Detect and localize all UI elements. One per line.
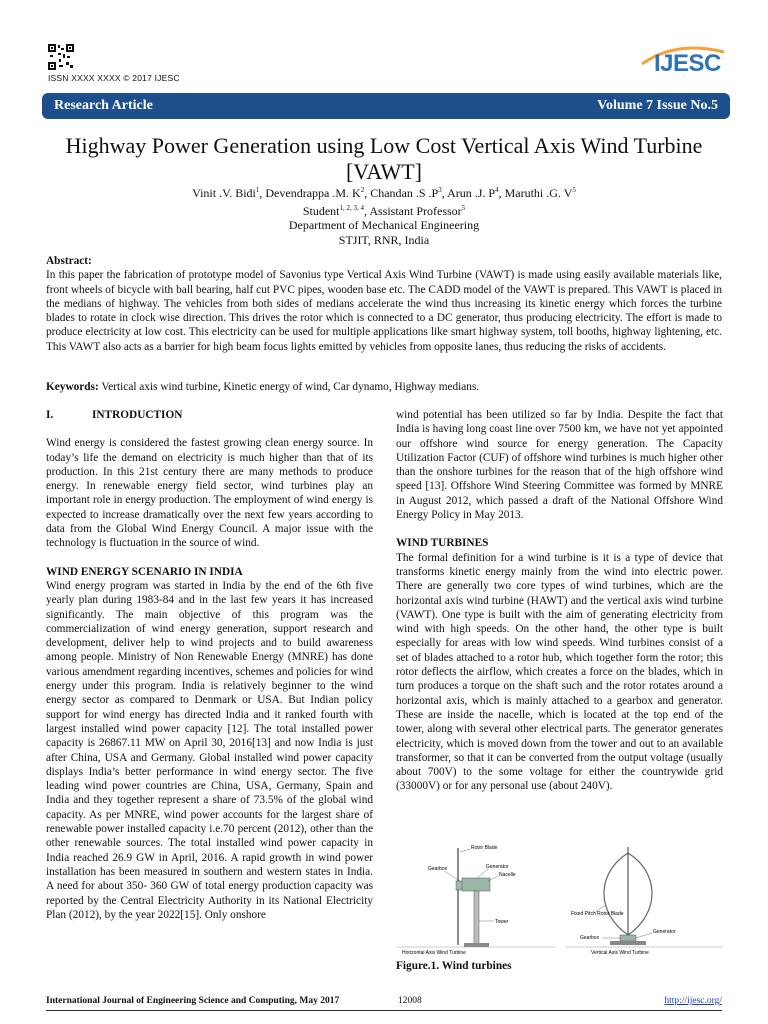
volume-issue: Volume 7 Issue No.5	[597, 98, 718, 113]
author: Maruthi .G. V	[504, 186, 573, 200]
author-block	[40, 183, 728, 247]
wind-turbine-figure	[396, 843, 723, 958]
qr-code	[48, 44, 74, 70]
keywords	[46, 380, 722, 394]
svg-text:Horizontal Axis Wind Turbine: Horizontal Axis Wind Turbine	[402, 950, 466, 956]
hawt-base	[464, 943, 489, 947]
svg-text:Generator: Generator	[486, 864, 509, 870]
abstract-text: In this paper the fabrication of prototype model of Savonius type Vertical Axis Wind Turbine (VAWT) is made using easily available materials like, front wheels of bicycle with ball bearing, half cut PVC pipes, wooden base etc. The CADD model of the VAWT is prepared. This VAWT is placed in the medians of highway. The vehicles from both sides of medians accelerate the wind thus increasing its kinetic energy which forces the turbine blades to rotate in clock wise direction. This drives the rotor which is connected to a DC generator, thus producing electricity. The effort is made to produce electricity at low cost. This electricity can be used for multiple applications like smart highway system, toll booths, highway lightening, etc. This VAWT also acts as a barrier for high beam focus lights emitted by vehicles from opposite lanes, thus reducing the risks of accidents.	[46, 269, 722, 353]
turbines-heading: WIND TURBINES	[396, 537, 489, 550]
footer-page-number: 12008	[398, 996, 422, 1006]
footer-journal: International Journal of Engineering Science and Computing, May 2017	[46, 996, 340, 1006]
keywords-label: Keywords:	[46, 381, 99, 393]
logo-text: IJESC	[654, 50, 721, 77]
ijesc-logo	[636, 44, 728, 80]
turbines-text: The formal definition for a wind turbine is it is a type of device that transforms kinetic energy mainly from the wind into electric power. There are generally two core types of wind turbines, which are the horizontal axis wind turbine (HAWT) and the vertical axis wind turbine (VAWT). One type is built with the aim of generating electricity from wind with high speeds. On the other hand, the other type is built especially for areas with low wind speeds. Wind turbines consist of a set of blades attached to a rotor hub, which together form the rotor; this rotor deflects the airflow, which creates a force on the blades, which in turn produces a torque on the shaft such and the rotor rotates around a horizontal axis, which is mainly attached to a gearbox and generator. These are inside the nacelle, which is located at the top end of the tower, along with several other electrical parts. The generator generates electricity, which is moved down from the tower and out to an available transformer, so that it can be converted from the output voltage (usually about 700V) to the some voltage for either the countrywide grid (33000V) or for any personal use (about 240V).	[396, 551, 723, 793]
svg-text:Fixed Pitch Rotor Blade: Fixed Pitch Rotor Blade	[571, 911, 624, 917]
vawt-gearbox	[620, 935, 636, 941]
right-column	[396, 408, 723, 794]
scenario-text: Wind energy program was started in India by the end of the 6th five yearly plan during 1983-84 and in the last few years it has increased significantly. The main objective of this program was the commercialization of wind energy generation, support research and development, deliver help to wind projects and to build awareness among people. Ministry of Non Renewable Energy (MNRE) has done various amendment regarding incentives, schemes and policies for wind energy under this program. India is relatively beginner to the wind energy sector as compared to Denmark or USA. But Indian policy support for wind energy has directed India and it ranked fourth with largest installed wind power capacity [12]. The total installed power capacity is 26867.11 MW on April 30, 2016[13] and now India is just after China, USA and Germany. Global installed wind power capacity displays India’s better performance in wind energy sector. The five leading wind power countries are China, USA, Germany, Spain and India and they together represent a share of 73.5% of the global wind capacity. As per MNRE, wind power accounts for the largest share of renewable power installed capacity i.e.70 percent (2012), other than the other renewable sources. The total installed wind power capacity in India reached 26.9 GW in April, 2016. A rapid growth in wind power installation has been measured in southern and western states in India. A need for about 350- 360 GW of total energy production capacity was reported by the Central Electricity Authority in its National Electricity Plan (2012), by the year 2022[15]. Only onshore	[46, 579, 373, 921]
svg-text:Gearbox: Gearbox	[428, 866, 448, 872]
abstract-heading: Abstract:	[46, 255, 92, 267]
hawt-tower	[474, 891, 479, 945]
intro-heading: I. INTRODUCTION	[46, 409, 183, 421]
paper-title: Highway Power Generation using Low Cost Vertical Axis Wind Turbine [VAWT]	[65, 133, 703, 184]
intro-text: Wind energy is considered the fastest growing clean energy source. In today’s life the demand on electricity is much higher than that of its production. In this 21st century there are many methods to produce energy. In renewable energy field sector, wind turbines play an important role in energy production. The employment of wind energy is expected to increase dramatically over the next few years according to data from the Global Wind Energy Council. A major issue with the technology is fluctuation in the source of wind.	[46, 437, 373, 550]
figure-caption: Figure.1. Wind turbines	[396, 960, 512, 972]
svg-text:Rotor Blade: Rotor Blade	[471, 845, 498, 851]
hawt-nacelle	[462, 878, 490, 891]
left-column	[46, 408, 373, 922]
scenario-heading: WIND ENERGY SCENARIO IN INDIA	[46, 565, 243, 578]
footer-rule	[46, 1010, 722, 1011]
issn-line: ISSN XXXX XXXX © 2017 IJESC	[48, 73, 180, 83]
article-type: Research Article	[54, 98, 153, 113]
author: Vinit .V. Bidi	[192, 186, 256, 200]
svg-text:Nacelle: Nacelle	[499, 872, 516, 878]
keywords-text: Vertical axis wind turbine, Kinetic energy of wind, Car dynamo, Highway medians.	[101, 381, 480, 393]
svg-text:Gearbox: Gearbox	[580, 935, 600, 941]
department: Department of Mechanical Engineering	[288, 218, 480, 232]
vawt-base	[610, 941, 646, 945]
author: Arun .J. P	[447, 186, 496, 200]
author: Devendrappa .M. K	[265, 186, 361, 200]
author: Chandan .S .P	[370, 186, 439, 200]
author-roles: Student$^{1, 2, 3, 4}$, Assistant Professor$^5$	[302, 203, 466, 218]
svg-text:Vertical Axis Wind Turbine: Vertical Axis Wind Turbine	[591, 950, 649, 956]
institution: STJIT, RNR, India	[338, 232, 430, 247]
svg-text:Tower: Tower	[495, 919, 509, 925]
svg-text:Generator: Generator	[653, 929, 676, 935]
header-banner	[42, 93, 730, 119]
author-list: Vinit .V. Bidi$^1$, Devendrappa .M. $K^2$, Chandan .S $.P^3$, Arun .J. $P^4$, Maruthi .G. $V^5$	[192, 186, 576, 200]
continued-text: wind potential has been utilized so far by India. Despite the fact that India is having long coast line over 7500 km, we have not yet appointed our offshore wind source for energy generation. The Capacity Utilization Factor (CUF) of offshore wind turbines is much higher other than the onshore turbines for the reason that of the high offshore wind speed [13]. Offshore Wind Steering Committee was formed by MNRE in August 2012, which passed a draft of the National Offshore Wind Energy Policy in May 2013.	[396, 409, 723, 522]
footer-url-link[interactable]: http://ijesc.org/	[664, 996, 722, 1006]
abstract	[46, 254, 722, 354]
